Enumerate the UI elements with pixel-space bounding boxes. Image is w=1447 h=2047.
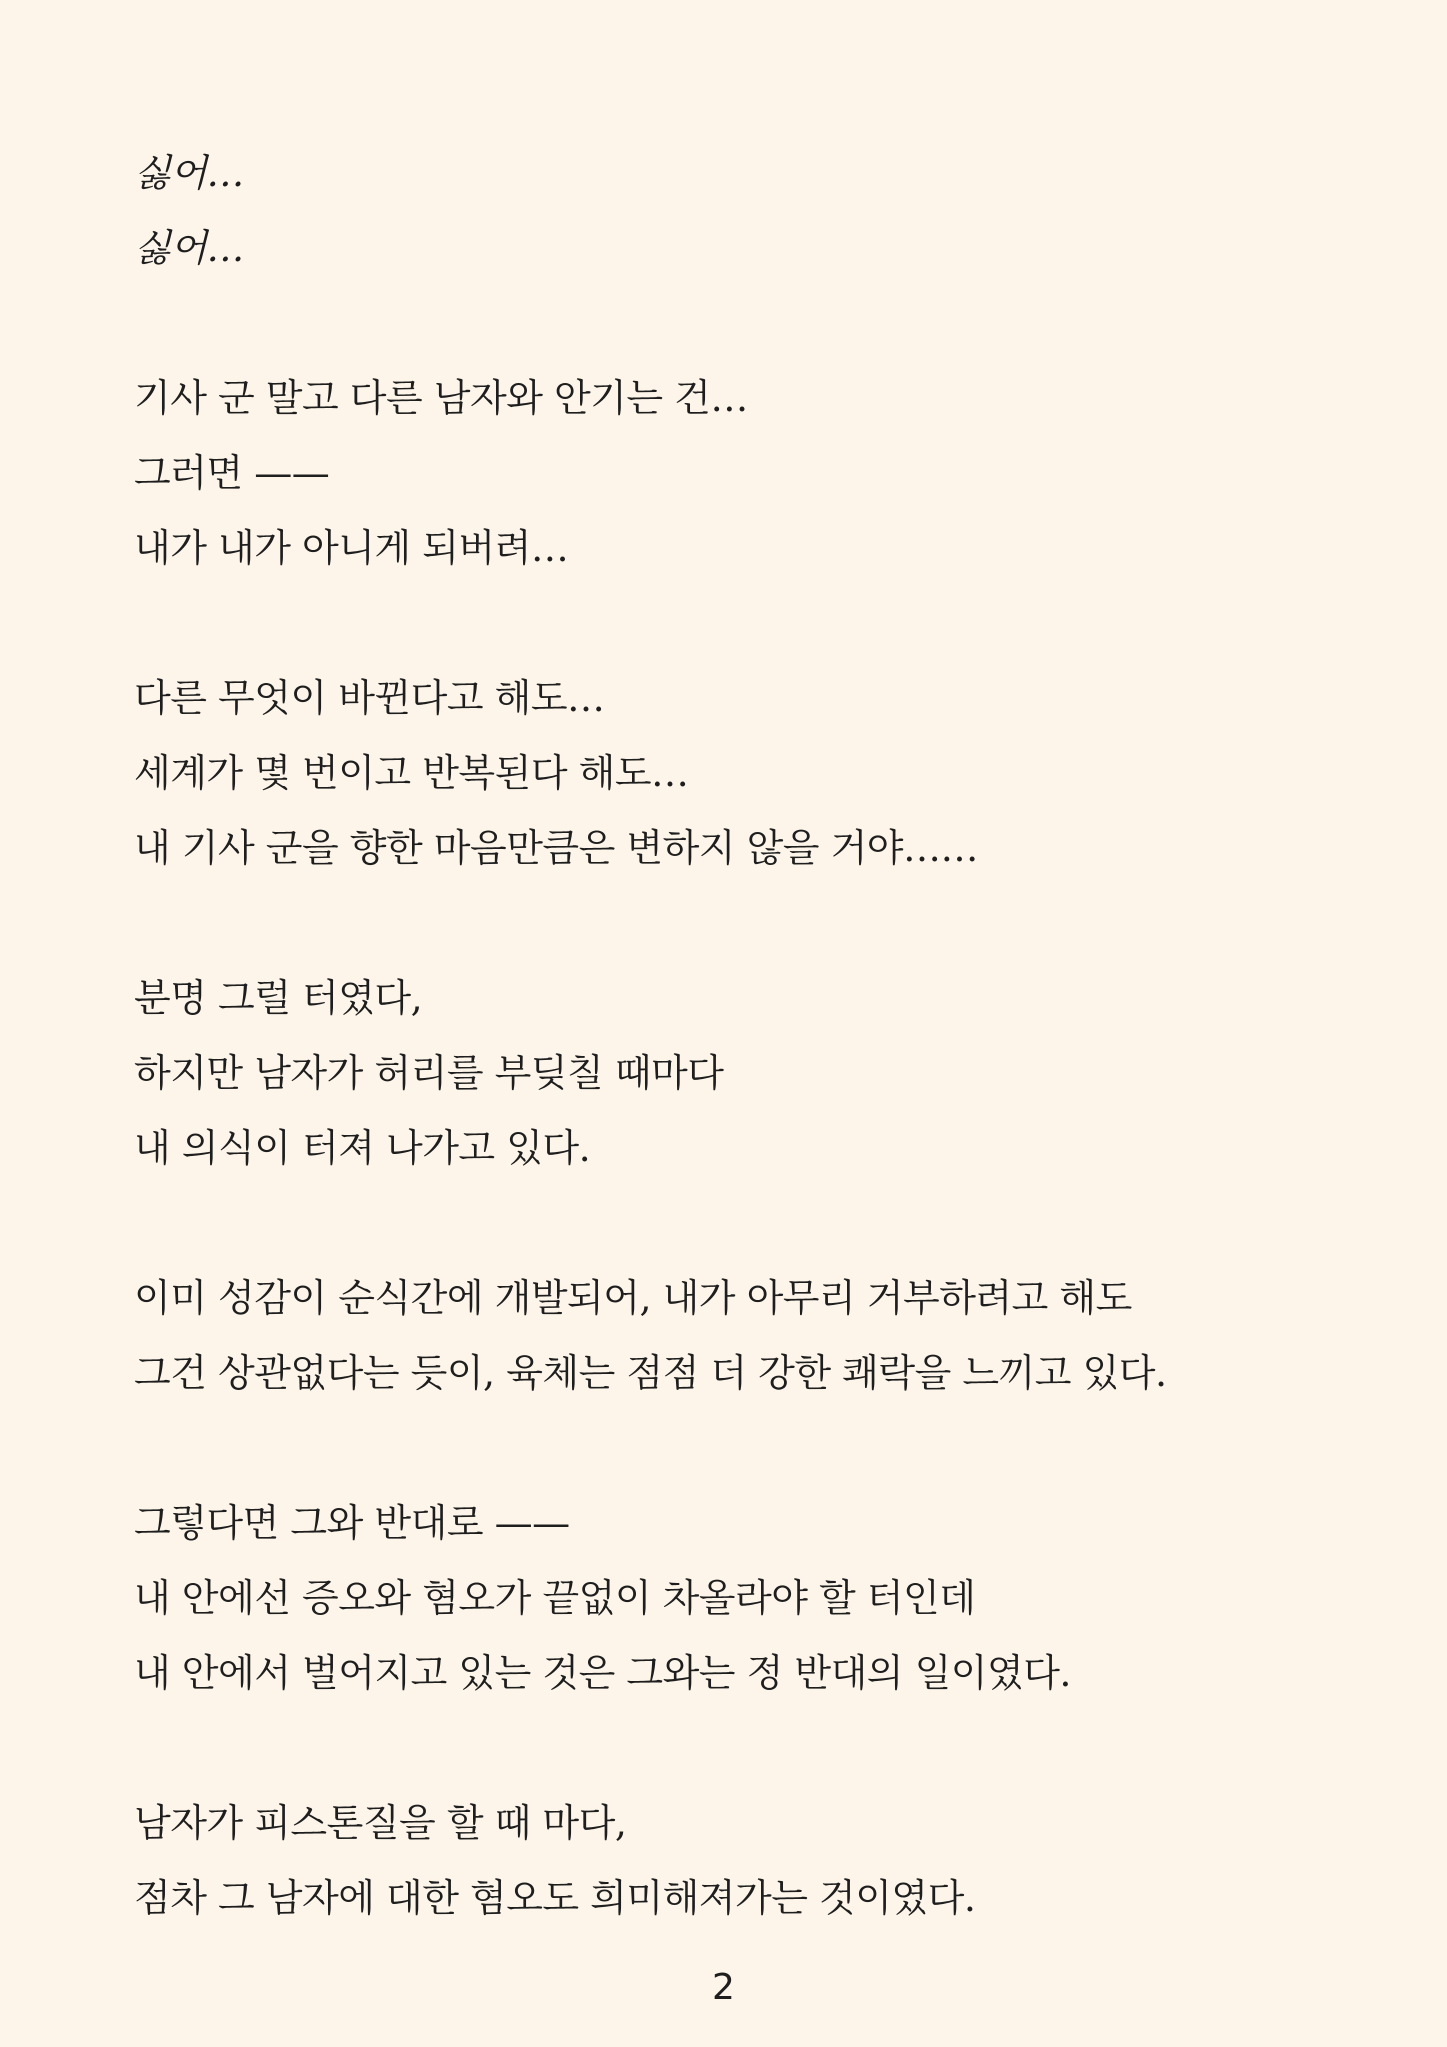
text-line: 분명 그럴 터였다, <box>134 976 423 1020</box>
text-line: 그건 상관없다는 듯이, 육체는 점점 더 강한 쾌락을 느끼고 있다. <box>134 1351 1167 1395</box>
paragraph <box>134 1261 1314 1411</box>
text-line: 기사 군 말고 다른 남자와 안기는 건… <box>134 376 748 420</box>
paragraph <box>134 661 1314 886</box>
text-line: 다른 무엇이 바뀐다고 해도… <box>134 676 605 720</box>
paragraph-gap <box>134 1711 1314 1786</box>
paragraph <box>134 136 1314 286</box>
paragraph-gap <box>134 1186 1314 1261</box>
paragraph <box>134 961 1314 1186</box>
paragraph <box>134 1786 1314 1936</box>
paragraph-gap <box>134 286 1314 361</box>
text-line: 남자가 피스톤질을 할 때 마다, <box>134 1801 627 1845</box>
paragraph-gap <box>134 886 1314 961</box>
text-line: 세계가 몇 번이고 반복된다 해도… <box>134 751 689 795</box>
text-line: 그러면 —— <box>134 451 330 495</box>
text-line: 내가 내가 아니게 되버려… <box>134 526 569 570</box>
text-line: 그렇다면 그와 반대로 —— <box>134 1501 570 1545</box>
text-line: 하지만 남자가 허리를 부딪칠 때마다 <box>134 1051 724 1095</box>
page-number: 2 <box>712 1967 735 2008</box>
text-line: 싫어… <box>134 151 244 195</box>
text-line: 내 기사 군을 향한 마음만큼은 변하지 않을 거야…… <box>134 826 979 870</box>
text-line: 점차 그 남자에 대한 혐오도 희미해져가는 것이였다. <box>134 1876 976 1920</box>
text-line: 내 안에선 증오와 혐오가 끝없이 차올라야 할 터인데 <box>134 1576 976 1620</box>
paragraph-gap <box>134 1411 1314 1486</box>
text-line: 이미 성감이 순식간에 개발되어, 내가 아무리 거부하려고 해도 <box>134 1276 1132 1320</box>
paragraph <box>134 361 1314 586</box>
text-line: 내 안에서 벌어지고 있는 것은 그와는 정 반대의 일이였다. <box>134 1651 1071 1695</box>
paragraph-gap <box>134 586 1314 661</box>
paragraph <box>134 1486 1314 1711</box>
text-line: 싫어… <box>134 226 244 270</box>
body-text <box>134 136 1314 1936</box>
text-line: 내 의식이 터져 나가고 있다. <box>134 1126 591 1170</box>
